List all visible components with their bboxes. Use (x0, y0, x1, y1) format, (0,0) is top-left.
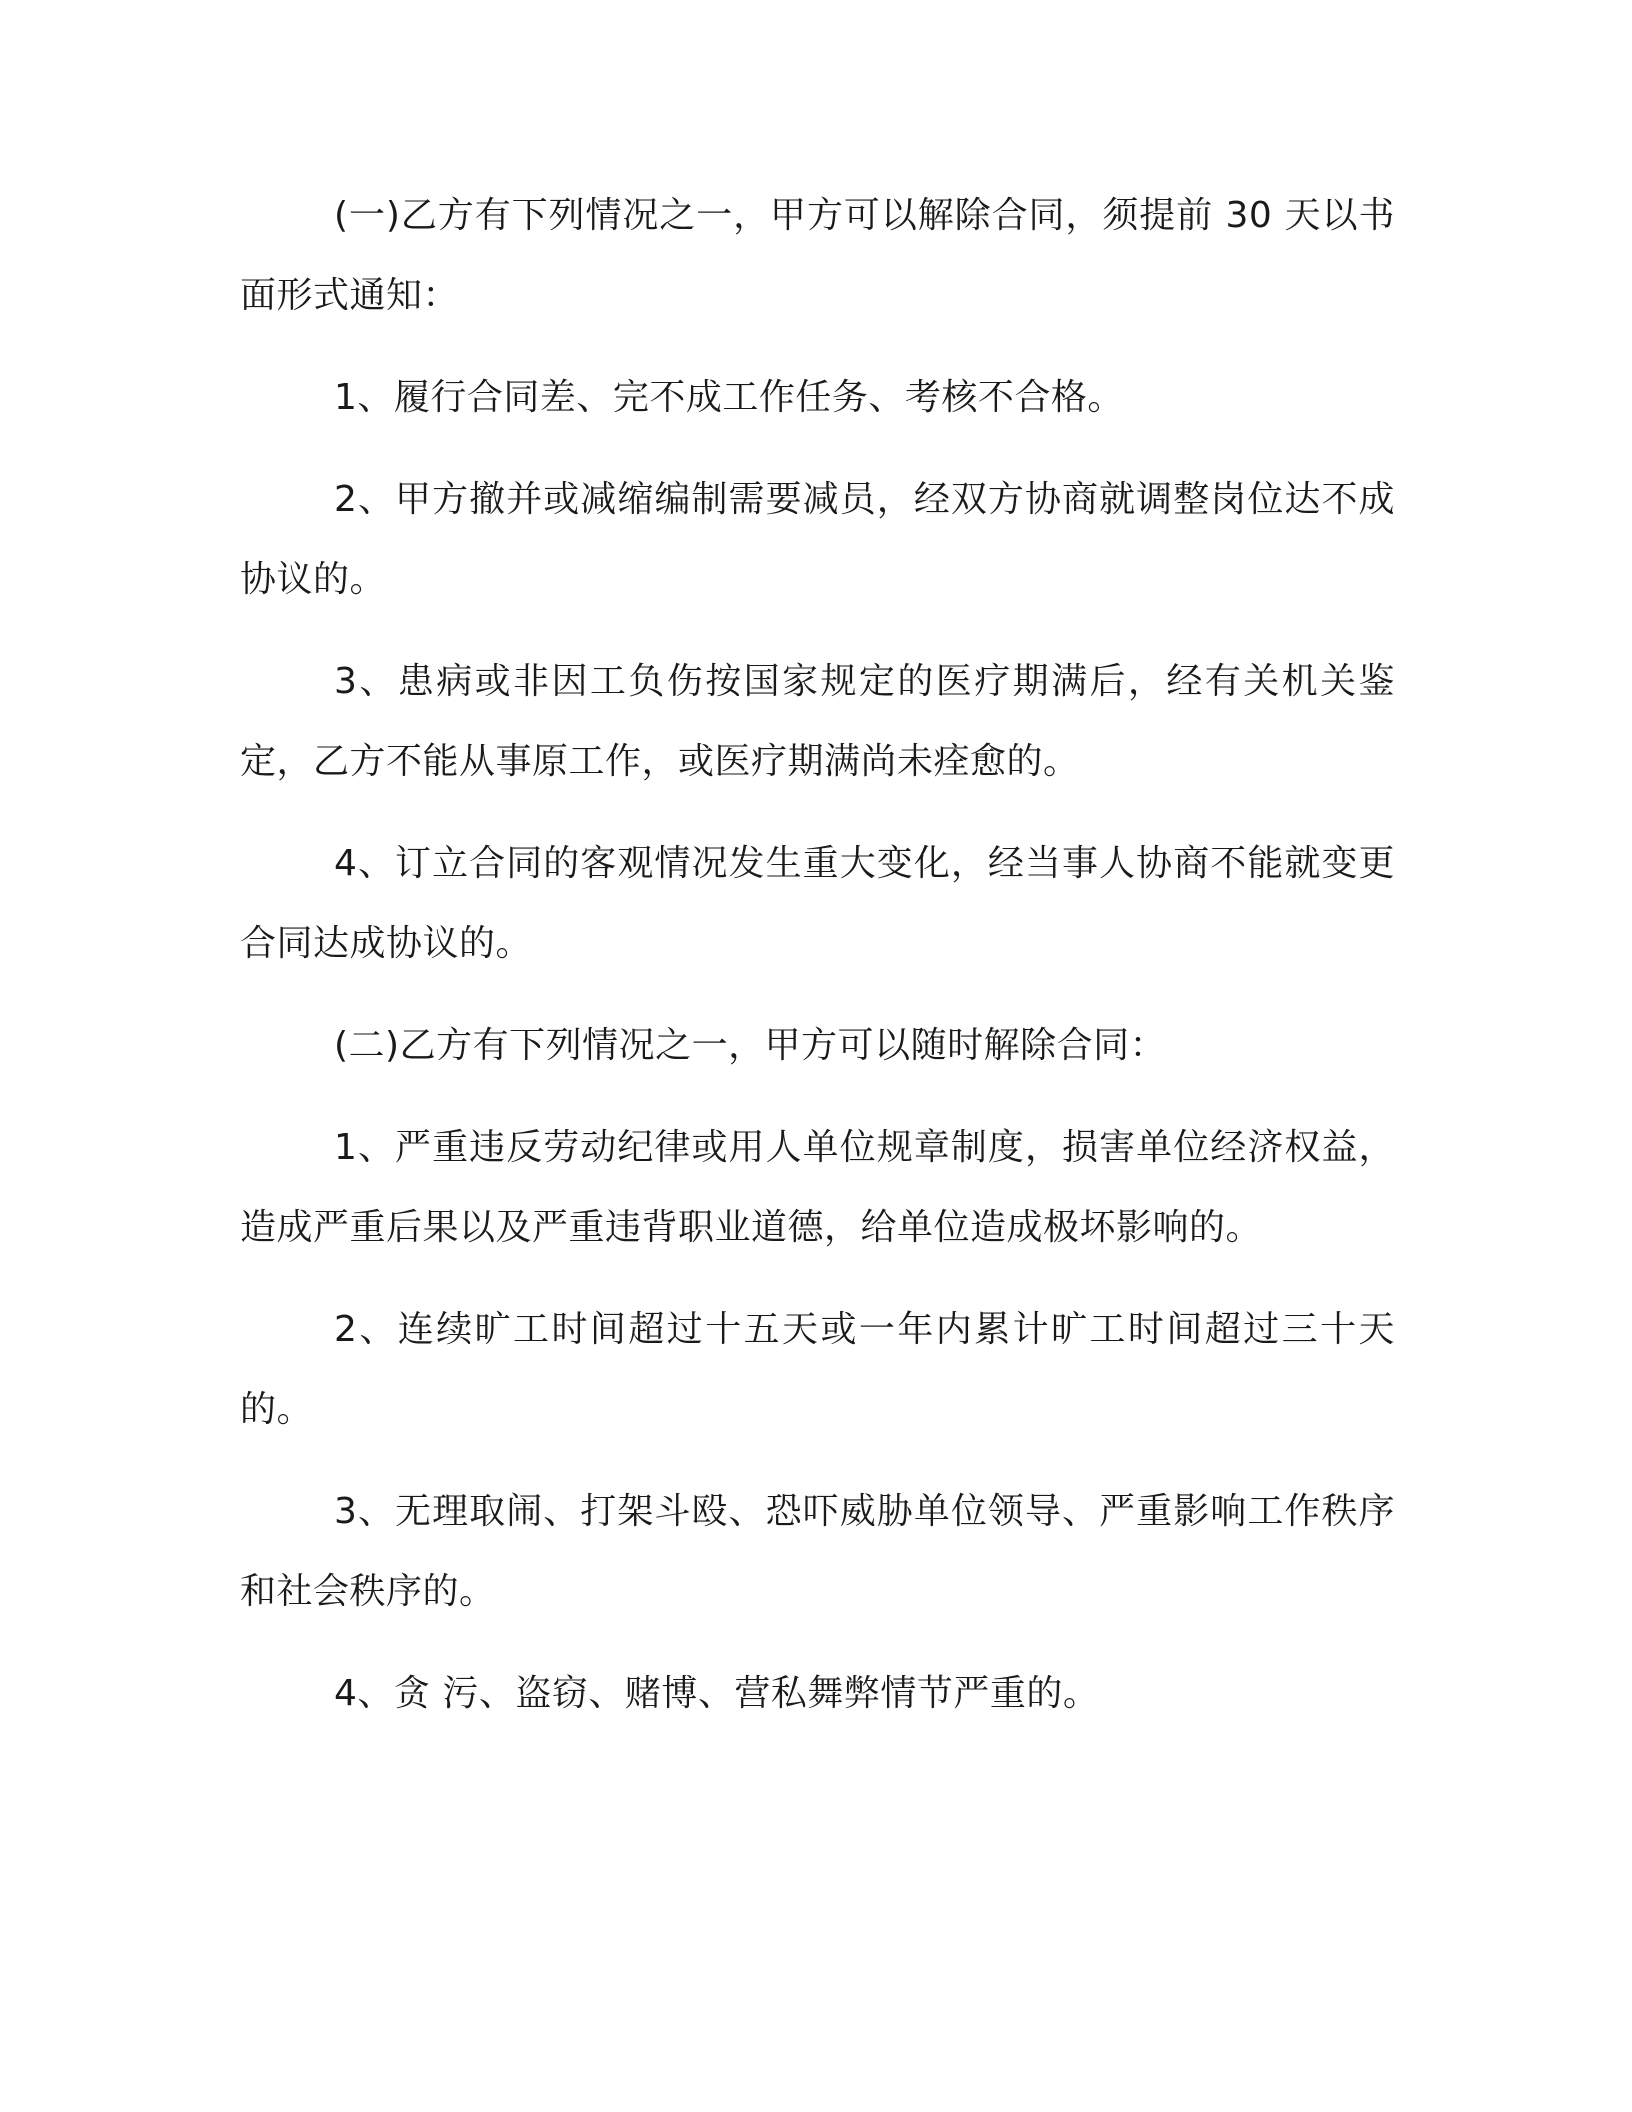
section-two-item-4: 4、贪 污、盗窃、赌博、营私舞弊情节严重的。 (334, 1673, 1100, 1714)
section-one-item-3: 3、患病或非因工负伤按国家规定的医疗期满后，经有关机关鉴定，乙方不能从事原工作，或医疗期满尚未痊愈的。 (240, 661, 1395, 782)
section-one-heading: (一)乙方有下列情况之一，甲方可以解除合同，须提前 30 天以书面形式通知： (240, 195, 1395, 316)
section-two-item-1: 1、严重违反劳动纪律或用人单位规章制度，损害单位经济权益，造成严重后果以及严重违背职业道德，给单位造成极坏影响的。 (240, 1127, 1395, 1248)
section-two-item-3: 3、无理取闹、打架斗殴、恐吓威胁单位领导、严重影响工作秩序和社会秩序的。 (240, 1491, 1395, 1612)
section-one-item-2: 2、甲方撤并或减缩编制需要减员，经双方协商就调整岗位达不成协议的。 (240, 479, 1395, 600)
section-one-item-4: 4、订立合同的客观情况发生重大变化，经当事人协商不能就变更合同达成协议的。 (240, 843, 1395, 964)
document-body (240, 176, 1395, 1756)
section-two-heading: (二)乙方有下列情况之一，甲方可以随时解除合同： (334, 1025, 1167, 1066)
section-one-item-1: 1、履行合同差、完不成工作任务、考核不合格。 (334, 377, 1124, 418)
section-two-item-2: 2、连续旷工时间超过十五天或一年内累计旷工时间超过三十天的。 (240, 1309, 1395, 1430)
